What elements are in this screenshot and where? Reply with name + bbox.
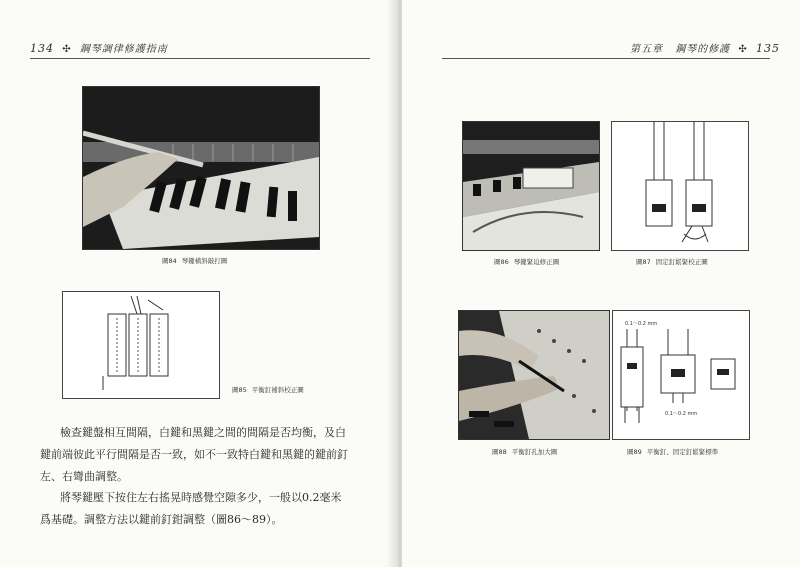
left-page-number: 134 [30, 42, 54, 55]
right-running-header [630, 40, 780, 55]
left-header-rule [30, 58, 370, 59]
figure-89-diagram [612, 310, 750, 440]
left-running-header [30, 40, 168, 55]
figure-88-caption: 圖88 平衡釘孔加大圖 [492, 448, 558, 456]
header-separator-icon: ✣ [62, 44, 72, 55]
body-paragraph-2: 將琴鍵壓下按住左右搖晃時感覺空隙多少，一般以0.2毫米爲基礎。調整方法以鍵前釘鉗調整（圖86～89）。 [40, 491, 342, 526]
right-header-rule [442, 58, 770, 59]
figure-86-caption: 圖86 琴鍵緊迫修正圖 [494, 258, 560, 266]
left-page [0, 0, 398, 567]
figure-88-photo [458, 310, 610, 440]
figure-89-caption: 圖89 平衡釘、固定釘鬆緊標準 [627, 448, 719, 456]
fig89-top-dimension: 0.1～0.2 mm [625, 321, 658, 327]
book-title: 鋼琴調律修護指南 [79, 44, 168, 55]
figure-85-diagram [62, 291, 220, 399]
figure-86-photo [462, 121, 600, 251]
figure-87-diagram [611, 121, 749, 251]
right-page [402, 0, 800, 567]
figure-85-caption: 圖85 平衡釘補斜校正圖 [232, 386, 304, 394]
figure-87-caption: 圖87 固定釘鬆緊校正圖 [636, 258, 708, 266]
fig89-bottom-dimension: 0.1～0.2 mm [665, 411, 698, 417]
figure-84-photo [82, 86, 320, 250]
chapter-label: 第五章 [630, 44, 663, 55]
body-paragraph-1: 檢查鍵盤相互間隔，白鍵和黑鍵之間的間隔是否均衡，及白鍵前端彼此平行間隔是否一致，如不一致特白鍵和黑鍵的鍵前釘左、右彎曲調整。 [40, 426, 348, 483]
chapter-title: 鋼琴的修護 [675, 44, 731, 55]
figure-84-caption: 圖84 琴鍵橫斜敲打圖 [162, 257, 228, 265]
right-page-number: 135 [755, 42, 780, 55]
header-separator-icon: ✣ [738, 44, 748, 55]
